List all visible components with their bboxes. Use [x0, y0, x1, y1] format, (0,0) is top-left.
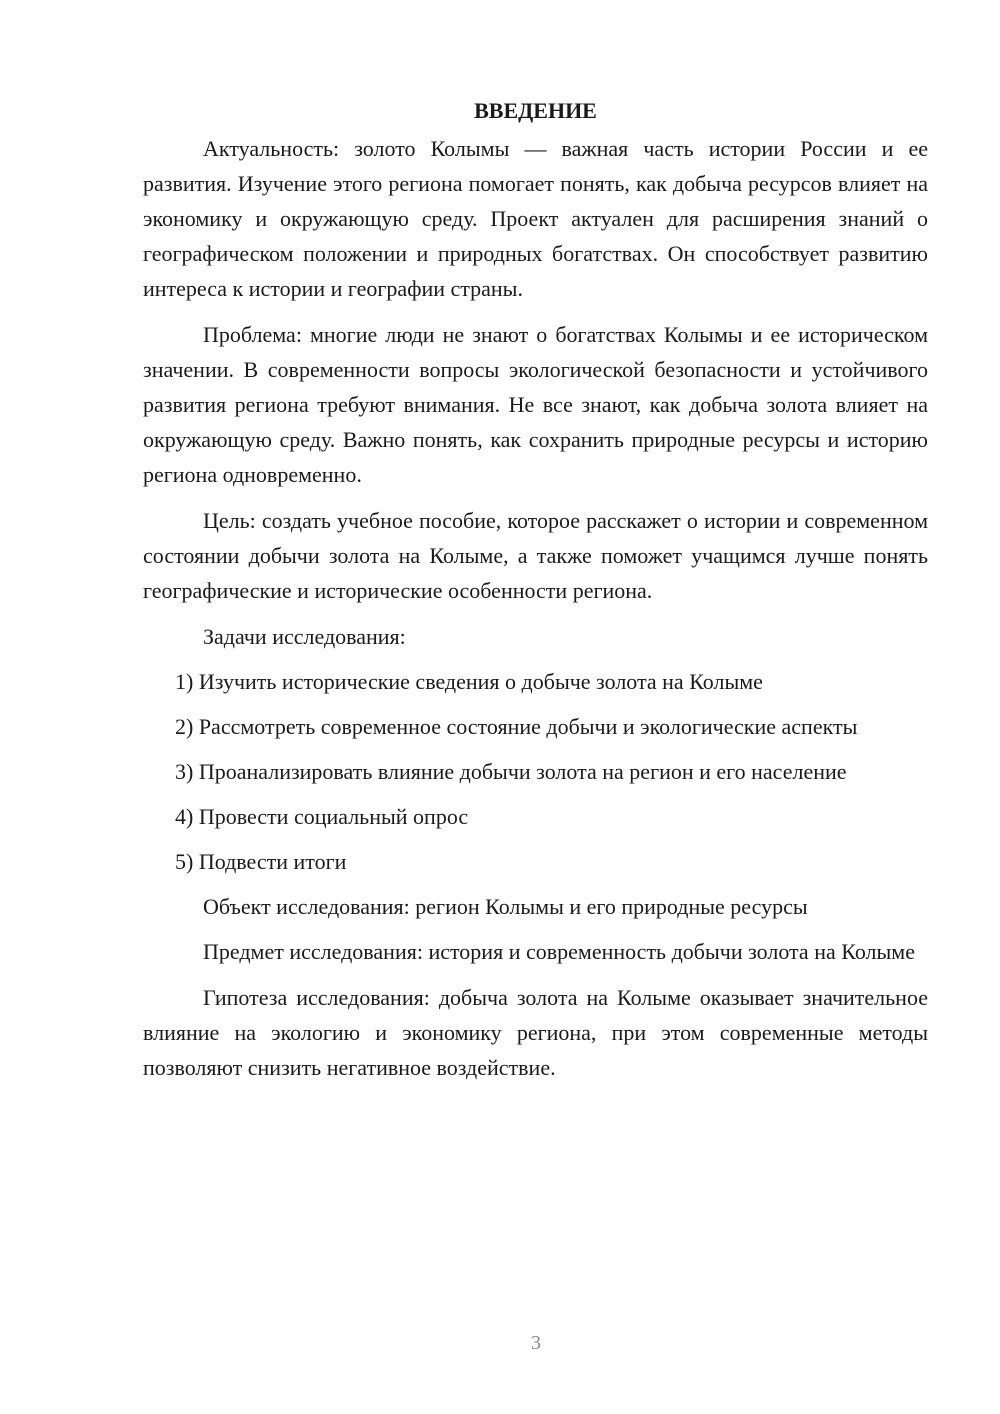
task-item: 3) Проанализировать влияние добычи золота на регион и его население — [175, 759, 847, 784]
section-heading: ВВЕДЕНИЕ — [474, 98, 597, 123]
task-item: 1) Изучить исторические сведения о добыче золота на Колыме — [175, 669, 763, 694]
research-object: Объект исследования: регион Колымы и его природные ресурсы — [203, 894, 808, 919]
relevance-paragraph: Актуальность: золото Колымы — важная часть истории России и ее развития. Изучение этого региона помогает понять, как добыча ресурсов влияет на экономику и окружающую среду. Проект актуален для расширения знаний о географическом положении и природных богатствах. Он способствует развитию интереса к истории и географии страны. — [143, 136, 928, 301]
page-content — [143, 93, 928, 1096]
task-item: 5) Подвести итоги — [175, 849, 347, 874]
tasks-intro: Задачи исследования: — [203, 624, 406, 649]
page-number: 3 — [531, 1332, 541, 1354]
research-subject: Предмет исследования: история и современность добычи золота на Колыме — [203, 939, 915, 964]
task-item: 4) Провести социальный опрос — [175, 804, 469, 829]
goal-paragraph: Цель: создать учебное пособие, которое расскажет о истории и современном состоянии добычи золота на Колыме, а также поможет учащимся лучше понять географические и исторические особенности региона. — [143, 508, 928, 603]
task-item: 2) Рассмотреть современное состояние добычи и экологические аспекты — [175, 714, 858, 739]
problem-paragraph: Проблема: многие люди не знают о богатствах Колымы и ее историческом значении. В современности вопросы экологической безопасности и устойчивого развития региона требуют внимания. Не все знают, как добыча золота влияет на окружающую среду. Важно понять, как сохранить природные ресурсы и историю региона одновременно. — [143, 322, 928, 487]
research-hypothesis: Гипотеза исследования: добыча золота на Колыме оказывает значительное влияние на экологию и экономику региона, при этом современные методы позволяют снизить негативное воздействие. — [143, 985, 928, 1080]
